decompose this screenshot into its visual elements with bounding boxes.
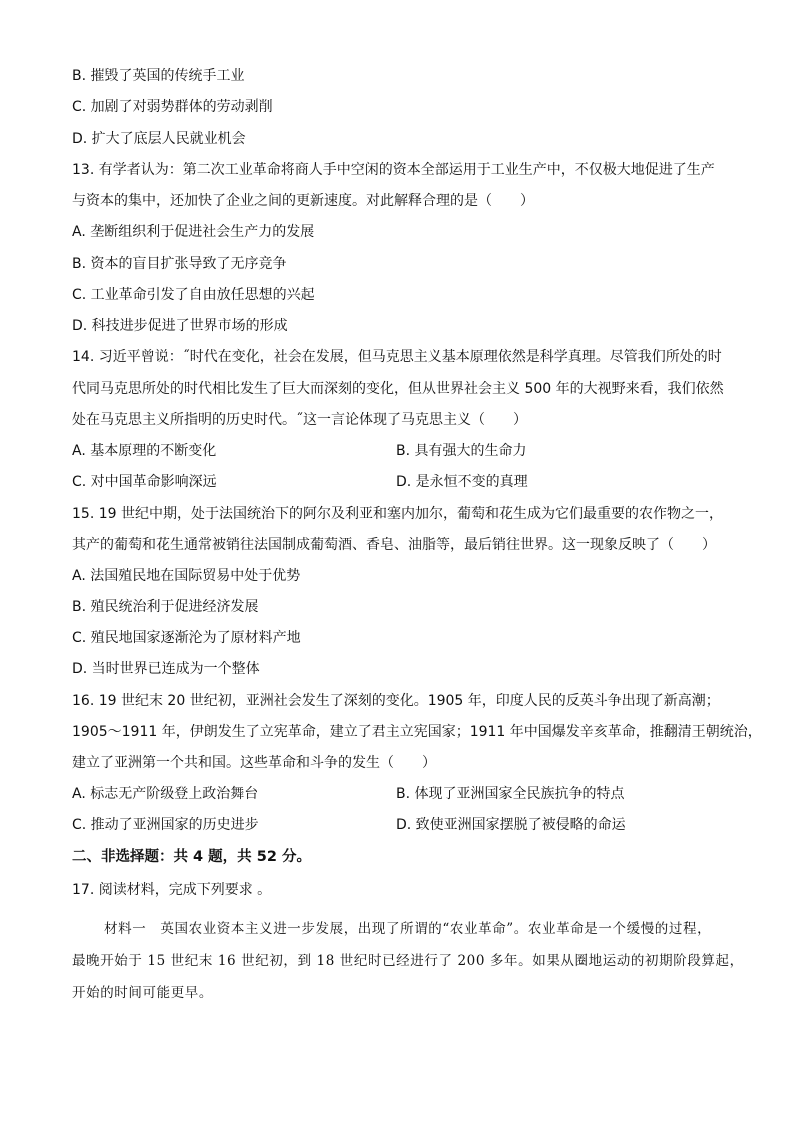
q12-option-b: B. 摧毁了英国的传统手工业 bbox=[72, 68, 245, 84]
q17-material-1-line-2: 最晚开始于 15 世纪末 16 世纪初，到 18 世纪时已经进行了 200 多年。如果从圈地运动的初期阶段算起， bbox=[72, 953, 744, 969]
q17-material-1-line-3: 开始的时间可能更早。 bbox=[72, 985, 213, 1001]
q17-material-1-line-1: 材料一 英国农业资本主义进一步发展，出现了所谓的“农业革命”。农业革命是一个缓慢的过程， bbox=[104, 921, 712, 937]
q14-stem-line-2: 代同马克思所处的时代相比发生了巨大而深刻的变化，但从世界社会主义 500 年的大视野来看，我们依然 bbox=[72, 381, 724, 397]
q13-option-b: B. 资本的盲目扩张导致了无序竞争 bbox=[72, 256, 287, 272]
q16-option-a: A. 标志无产阶级登上政治舞台 bbox=[72, 786, 259, 802]
q16-option-b: B. 体现了亚洲国家全民族抗争的特点 bbox=[396, 786, 625, 802]
q14-stem-line-1: 14. 习近平曾说：˝时代在变化，社会在发展，但马克思主义基本原理依然是科学真理。尽管我们所处的时 bbox=[72, 349, 722, 365]
q16-stem-line-2: 1905～1911 年，伊朗发生了立宪革命，建立了君主立宪国家；1911 年中国爆发辛亥革命，推翻清王朝统治， bbox=[72, 724, 762, 740]
q15-option-a: A. 法国殖民地在国际贸易中处于优势 bbox=[72, 568, 301, 584]
q13-stem-line-1: 13. 有学者认为：第二次工业革命将商人手中空闲的资本全部运用于工业生产中，不仅极大地促进了生产 bbox=[72, 162, 715, 178]
q12-option-c: C. 加剧了对弱势群体的劳动剥削 bbox=[72, 99, 273, 115]
q14-stem-line-3: 处在马克思主义所指明的历史时代。˝这一言论体现了马克思主义（ ） bbox=[72, 412, 527, 428]
q16-stem-line-3: 建立了亚洲第一个共和国。这些革命和斗争的发生（ ） bbox=[72, 755, 436, 771]
q16-option-c: C. 推动了亚洲国家的历史进步 bbox=[72, 817, 259, 833]
q14-option-d: D. 是永恒不变的真理 bbox=[396, 474, 528, 490]
q14-option-c: C. 对中国革命影响深远 bbox=[72, 474, 217, 490]
section-2-heading: 二、非选择题：共 4 题，共 52 分。 bbox=[72, 849, 311, 865]
q13-option-a: A. 垄断组织利于促进社会生产力的发展 bbox=[72, 224, 315, 240]
q17-stem: 17. 阅读材料，完成下列要求 。 bbox=[72, 882, 272, 898]
q13-stem-line-2: 与资本的集中，还加快了企业之间的更新速度。对此解释合理的是（ ） bbox=[72, 193, 534, 209]
q15-option-b: B. 殖民统治利于促进经济发展 bbox=[72, 599, 259, 615]
q15-stem-line-2: 其产的葡萄和花生通常被销往法国制成葡萄酒、香皂、油脂等，最后销往世界。这一现象反映了（ ） bbox=[72, 537, 716, 553]
q15-option-c: C. 殖民地国家逐渐沦为了原材料产地 bbox=[72, 630, 301, 646]
q16-stem-line-1: 16. 19 世纪末 20 世纪初，亚洲社会发生了深刻的变化。1905 年，印度人民的反英斗争出现了新高潮； bbox=[72, 693, 720, 709]
q15-option-d: D. 当时世界已连成为一个整体 bbox=[72, 661, 260, 677]
q13-option-d: D. 科技进步促进了世界市场的形成 bbox=[72, 318, 288, 334]
q16-option-d: D. 致使亚洲国家摆脱了被侵略的命运 bbox=[396, 817, 626, 833]
q15-stem-line-1: 15. 19 世纪中期，处于法国统治下的阿尔及利亚和塞内加尔，葡萄和花生成为它们最重要的农作物之一， bbox=[72, 506, 723, 522]
q14-option-a: A. 基本原理的不断变化 bbox=[72, 443, 217, 459]
q14-option-b: B. 具有强大的生命力 bbox=[396, 443, 527, 459]
q12-option-d: D. 扩大了底层人民就业机会 bbox=[72, 131, 246, 147]
q13-option-c: C. 工业革命引发了自由放任思想的兴起 bbox=[72, 287, 315, 303]
